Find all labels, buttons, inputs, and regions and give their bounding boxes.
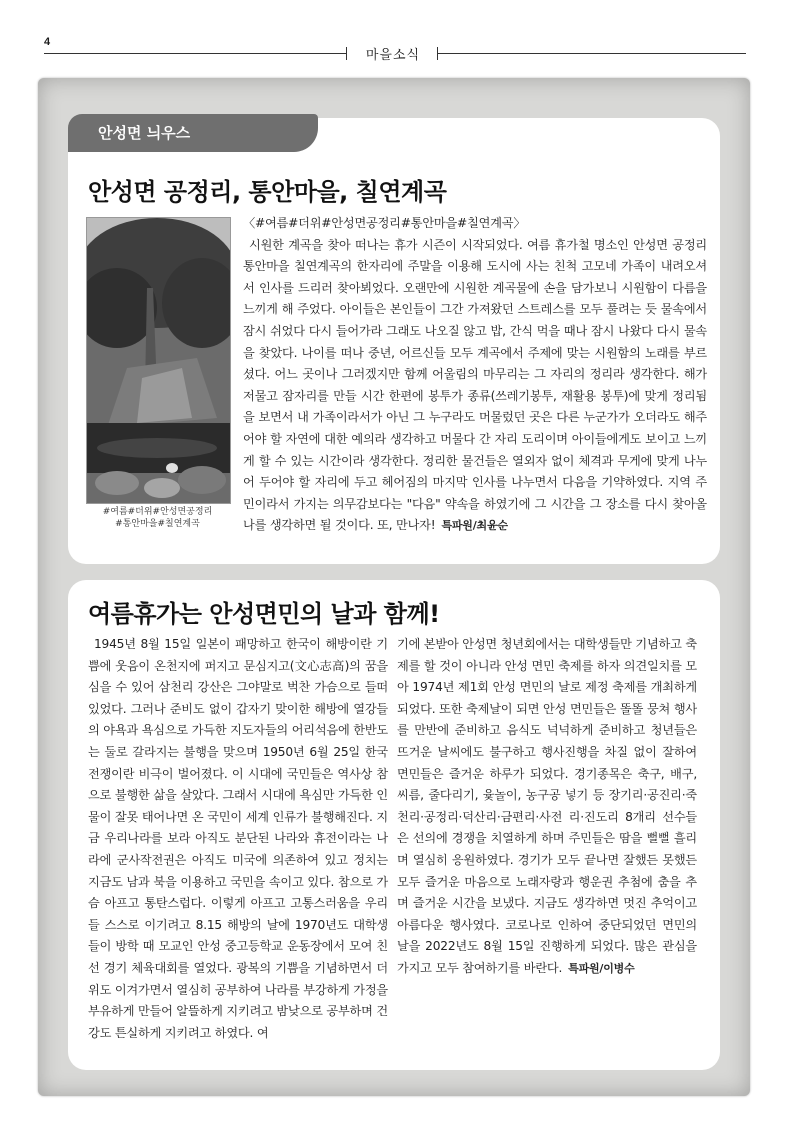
article2-col2-text: 기에 본받아 안성면 청년회에서는 대학생들만 기념하고 축제를 할 것이 아니라 안성 면민 축제를 하자 의견일치를 모아 1974년 제1회 안성 면민의 날로 제정 축제를 개최하게 되었다. 또한 축제날이 되면 안성 면민들은 똘똘 뭉쳐 행사를 만반에 준비하고 음식도 넉넉하게 준비하고 청년들은 뜨거운 날씨에도 불구하고 행사진행을 차질 없이 잘하여 면민들은 즐거운 하루가 되었다. 경기종목은 축구, 배구, 씨름, 줄다리기, 윷놀이, 농구공 넣기 등 장기리·공진리·죽천리·공정리·덕산리·금편리·사전 리·진도리 8개리 선수들은 선의에 경쟁을 치열하게 하며 주민들은 땀을 뻘뻘 흘리며 열심히 응원하였다. 경기가 모두 끝나면 잘했든 못했든 모두 즐거운 마음으로 노래자랑과 행운권 추첨에 춤을 추며 즐거운 시간을 보냈다. 지금도 생각하면 멋진 추억이고 아름다운 행사였다. 코로나로 인하여 중단되었던 면민의 날을 2022년도 8월 15일 진행하게 되었다. 많은 관심을 가지고 모두 참여하기를 바란다. (397, 637, 697, 975)
article1-paragraph (243, 235, 707, 537)
article1-byline: 특파원/최윤순 (441, 519, 508, 533)
header-rule-tick-left (346, 47, 347, 60)
valley-photo (86, 217, 231, 504)
header-rule-left (44, 53, 346, 54)
section-header-title: 마을소식 (365, 48, 421, 63)
section-tab (68, 114, 318, 152)
page-number: 4 (44, 36, 51, 48)
article1-body (243, 213, 707, 537)
header-rule-right (438, 53, 746, 54)
article1-tags: 〈#여름#더위#안성면공정리#통안마을#칠연계곡〉 (243, 216, 526, 230)
article1-text: 시원한 계곡을 찾아 떠나는 휴가 시즌이 시작되었다. 여름 휴가철 명소인 안성면 공정리 통안마을 칠연계곡의 한자리에 주말을 이용해 도시에 사는 친척 고모네 가족이 내려오셔서 인사를 드리러 찾아뵈었다. 오랜만에 시원한 계곡물에 손을 담가보니 시원함이 다름을 느끼게 해 주었다. 아이들은 본인들이 그간 가져왔던 스트레스를 모두 풀려는 듯 물속에서 잠시 쉬었다 다시 들어가라 그래도 나오질 않고 밥, 간식 먹을 때나 잠시 나왔다 다시 물속을 찾았다. 나이를 떠나 중년, 어르신들 모두 계곡에서 주제에 맞는 시원함의 노래를 부르셨다. 어느 곳이나 그러겠지만 함께 어울림의 마무리는 그 자리의 정리라 생각한다. 해가 저물고 잠자리를 만들 시간 한편에 봉투가 종류(쓰레기봉투, 재활용 봉투)에 맞게 정리됨을 보면서 내 가족이라서가 아닌 그 누구라도 머물렀던 곳은 다른 누군가가 오더라도 해주어야 할 자연에 대한 예의라 생각하고 머물다 간 자리 도리이며 아이들에게도 보이고 느끼게 할 수 있는 시간이라 생각한다. 정리한 물건들은 열외자 없이 체격과 무게에 맞게 나누어 두어야 할 자리에 두고 헤어짐의 마지막 인사를 나누면서 다음을 기약하였다. 지역 주민이라서 가지는 의무감보다는 "다음" 약속을 하였기에 그 시간을 그 장소를 다시 찾아올 나를 생각하면 될 것이다. 또, 만나자! (243, 237, 707, 533)
photo-caption (86, 506, 229, 530)
article2-column-1 (88, 634, 388, 1044)
article1-headline: 안성면 공정리, 통안마을, 칠연계곡 (88, 178, 447, 206)
article2-col1-text: 1945년 8월 15일 일본이 패망하고 한국이 해방이란 기쁨에 웃음이 온천지에 퍼지고 문심지고(文心志高)의 꿈을 심을 수 있어 삼천리 강산은 그야말로 벅찬 가슴으로 들떠있었다. 그러나 준비도 없이 갑자기 맞이한 해방에 열강들의 야욕과 욕심으로 가득한 지도자들의 어리석음에 한반도는 둘로 갈라지는 불행을 맞으며 1950년 6월 25일 한국전쟁이란 비극이 벌어졌다. 이 시대에 국민들은 역사상 참으로 불행한 삶을 살았다. 그래서 시대에 욕심만 가득한 인물이 잘못 태어나면 온 국민이 세계 인류가 불행해진다. 지금 우리나라를 보라 아직도 분단된 나라와 휴전이라는 나라에 군사작전권은 아직도 미국에 의존하여 있고 정치는 지금도 남과 북을 이용하고 국민을 속이고 있다. 참으로 가슴 아프고 통탄스럽다. 이렇게 아프고 고통스러움을 우리들 스스로 이기려고 8.15 해방의 날에 1970년도 대학생들이 방학 때 모교인 안성 중고등학교 운동장에서 모여 친선 경기 체육대회를 열었다. 광복의 기쁨을 기념하면서 더위도 이겨가면서 열심히 공부하여 나라를 부강하게 가정을 부유하게 만들어 알뜰하게 지키려고 밤낮으로 공부하며 건강도 튼실하게 지키려고 하였다. 여 (88, 637, 388, 1040)
article2-headline: 여름휴가는 안성면민의 날과 함께! (88, 600, 440, 628)
photo-caption-line-1: #여름#더위#안성면공정리 (102, 507, 213, 517)
section-tab-label: 안성면 늬우스 (98, 124, 191, 142)
article2-byline: 특파원/이병수 (568, 961, 635, 975)
article2-column-2 (397, 634, 697, 980)
photo-caption-line-2: #통안마을#칠연계곡 (115, 519, 200, 529)
